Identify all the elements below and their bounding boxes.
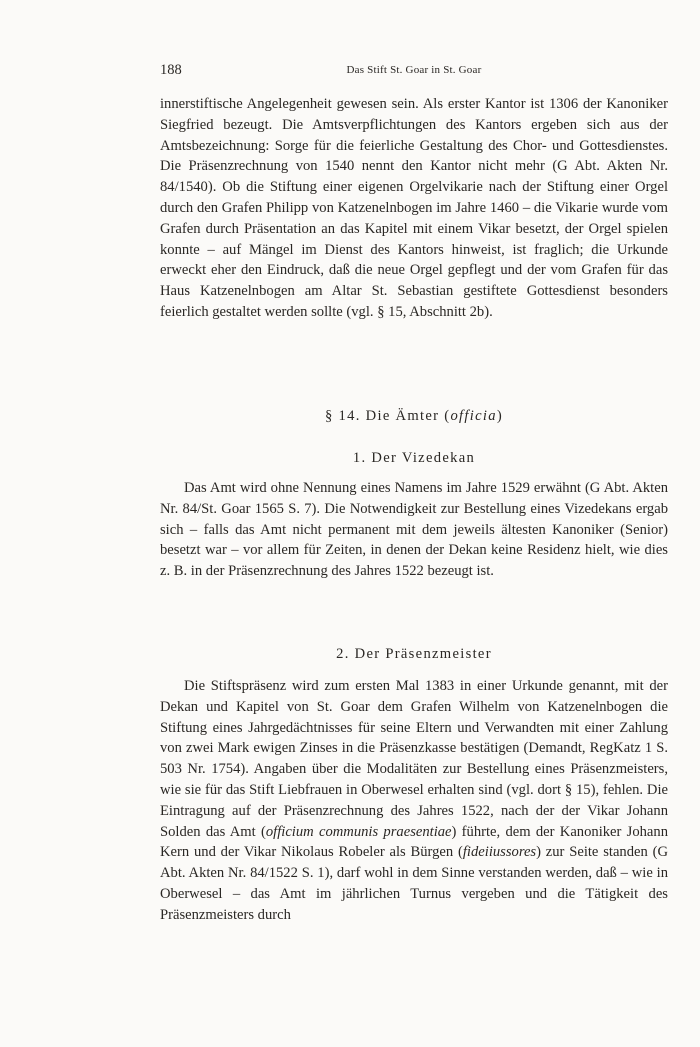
paragraph-praesenzmeister <box>160 676 668 926</box>
page-header <box>160 62 668 82</box>
section-heading-main: § 14. Die Ämter ( <box>324 408 451 424</box>
page-number: 188 <box>160 62 182 78</box>
italic-term: officium communis praesentiae <box>265 823 452 840</box>
section-heading <box>160 408 668 425</box>
subsection-heading-praesenzmeister: 2. Der Präsenzmeister <box>336 646 492 662</box>
paragraph-text: innerstiftische Angelegenheit gewesen sein. Als erster Kantor ist 1306 der Kanoniker Siegfried bezeugt. Die Amtsverpflichtungen des Kantors ergeben sich aus der Amtsbezeichnung: Sorge für die feierliche Gestaltung des Chor- und Gottesdienstes. Die Präsenzrechnung von 1540 nennt den Kantor nicht mehr (G Abt. Akten Nr. 84/1540). Ob die Stiftung einer eigenen Orgelvikarie nach der Stiftung einer Orgel durch den Grafen Philipp von Katzenelnbogen im Jahre 1460 – die Vikarie wurde vom Grafen durch Präsentation an das Kapitel mit einem Vikar besetzt, der Orgel spielen konnte – auf Mängel im Dienst des Kantors hinweist, ist fraglich; die Urkunde erweckt eher den Eindruck, daß die neue Orgel gepflegt und der vom Grafen für das Haus Katzenelnbogen am Altar St. Sebastian gestiftete Gottesdienst besonders feierlich gestaltet werden sollte (vgl. § 15, Abschnitt 2b). <box>160 96 668 320</box>
paragraph-text: Das Amt wird ohne Nennung eines Namens im Jahre 1529 erwähnt (G Abt. Akten Nr. 84/St. Goar 1565 S. 7). Die Notwendigkeit zur Bestellung eines Vizedekans ergab sich – falls das Amt nicht permanent mit dem jeweils ältesten Kanoniker (Senior) besetzt war – vor allem für Zeiten, in denen der Dekan keine Residenz hielt, wie dies z. B. in der Präsenzrechnung des Jahres 1522 bezeugt ist. <box>160 480 668 580</box>
section-heading-italic: officia <box>450 408 497 424</box>
text-segment: ) führte, dem der Kanoniker Johann Kern und der Vikar Nikolaus Robeler als Bürgen ( <box>160 823 669 861</box>
paragraph-vizedekan <box>160 478 668 582</box>
text-segment: Die Stiftspräsenz wird zum ersten Mal 1383 in einer Urkunde genannt, mit der Dekan und Kapitel von St. Goar dem Grafen Wilhelm von Katzenelnbogen die Stiftung eines Jahrgedächtnisses für seine Eltern und Verwandten mit einer Zahlung von zwei Mark ewigen Zinses in die Präsenzkasse bestätigen (Demandt, RegKatz 1 S. 503 Nr. 1754). Angaben über die Modalitäten zur Bestellung eines Präsenzmeisters, wie sie für das Stift Liebfrauen in Oberwesel erhalten sind (vgl. dort § 15), fehlen. Die Eintragung auf der Präsenzrechnung des Jahres 1522, nach der der Vikar Johann Solden das Amt ( <box>160 678 668 840</box>
italic-term: fideiiussores <box>462 844 537 861</box>
paragraph-kantor <box>160 94 668 323</box>
section-heading-close: ) <box>496 408 503 424</box>
subsection-heading-vizedekan: 1. Der Vizedekan <box>352 450 476 466</box>
running-head: Das Stift St. Goar in St. Goar <box>346 64 482 76</box>
paragraph-text <box>160 676 668 926</box>
text-segment: ) zur Seite standen (G Abt. Akten Nr. 84/1522 S. 1), darf wohl in dem Sinne verstanden werden, daß – wie in Oberwesel – das Amt im jährlichen Turnus vergeben und die Tätigkeit des Präsenzmeisters durch <box>160 844 668 923</box>
